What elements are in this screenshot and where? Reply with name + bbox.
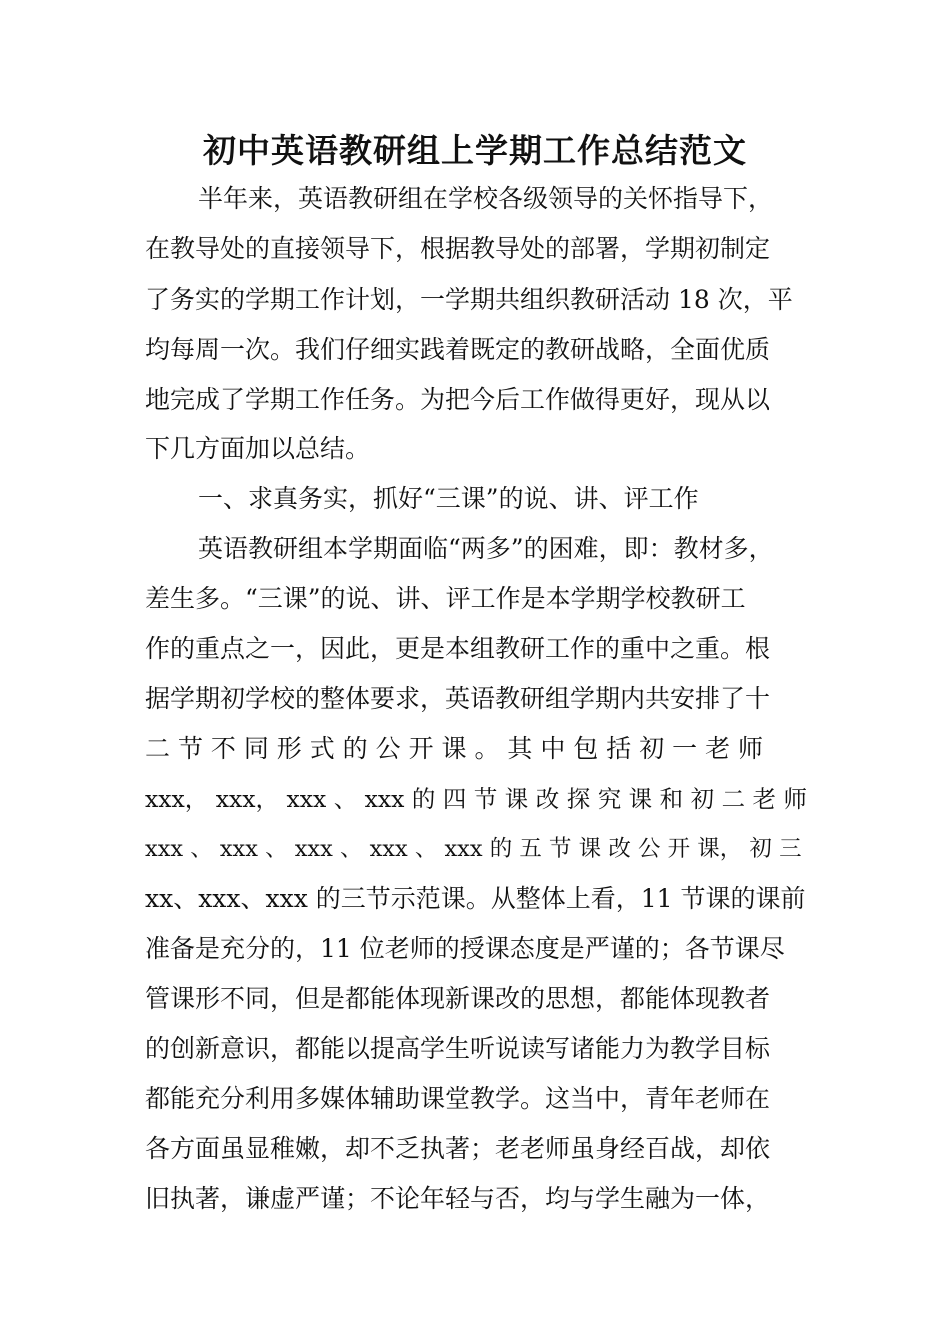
- paragraph-line: 均每周一次。我们仔细实践着既定的教研战略，全面优质: [145, 335, 771, 364]
- paragraph-line: 据学期初学校的整体要求，英语教研组学期内共安排了十: [145, 684, 771, 713]
- paragraph-line: 的创新意识，都能以提高学生听说读写诸能力为教学目标: [145, 1034, 771, 1063]
- paragraph-line: 管课形不同，但是都能体现新课改的思想，都能体现教者: [145, 984, 771, 1013]
- section-heading: 一、求真务实，抓好“三课”的说、讲、评工作: [198, 484, 699, 513]
- paragraph-line: 准备是充分的，11 位老师的授课态度是严谨的；各节课尽: [145, 934, 785, 963]
- paragraph-line: 旧执著，谦虚严谨；不论年轻与否，均与学生融为一体，: [145, 1184, 771, 1213]
- paragraph-line: 下几方面加以总结。: [145, 434, 371, 463]
- paragraph-line: xx、xxx、xxx 的三节示范课。从整体上看，11 节课的课前: [145, 884, 806, 913]
- paragraph-line: 了务实的学期工作计划，一学期共组织教研活动 18 次，平: [145, 285, 793, 314]
- paragraph-line: 二 节 不 同 形 式 的 公 开 课 。 其 中 包 括 初 一 老 师: [145, 734, 764, 763]
- paragraph-line: 作的重点之一，因此，更是本组教研工作的重中之重。根: [145, 634, 771, 663]
- paragraph-line: xxx， xxx， xxx 、 xxx 的 四 节 课 改 探 究 课 和 初 二 老 师: [145, 785, 808, 813]
- paragraph-line: xxx 、 xxx 、 xxx 、 xxx 、 xxx 的 五 节 课 改 公 开 课， 初 三: [145, 836, 802, 862]
- paragraph-line: 各方面虽显稚嫩，却不乏执著；老老师虽身经百战，却依: [145, 1134, 771, 1163]
- document-title: 初中英语教研组上学期工作总结范文: [203, 131, 747, 170]
- paragraph-line: 差生多。“三课”的说、讲、评工作是本学期学校教研工: [145, 584, 746, 613]
- paragraph-line: 英语教研组本学期面临“两多”的困难，即：教材多，: [198, 534, 774, 563]
- paragraph-line: 在教导处的直接领导下，根据教导处的部署，学期初制定: [145, 234, 771, 263]
- paragraph-line: 半年来，英语教研组在学校各级领导的关怀指导下，: [198, 184, 774, 213]
- paragraph-line: 都能充分利用多媒体辅助课堂教学。这当中，青年老师在: [145, 1084, 771, 1113]
- paragraph-line: 地完成了学期工作任务。为把今后工作做得更好，现从以: [145, 385, 771, 414]
